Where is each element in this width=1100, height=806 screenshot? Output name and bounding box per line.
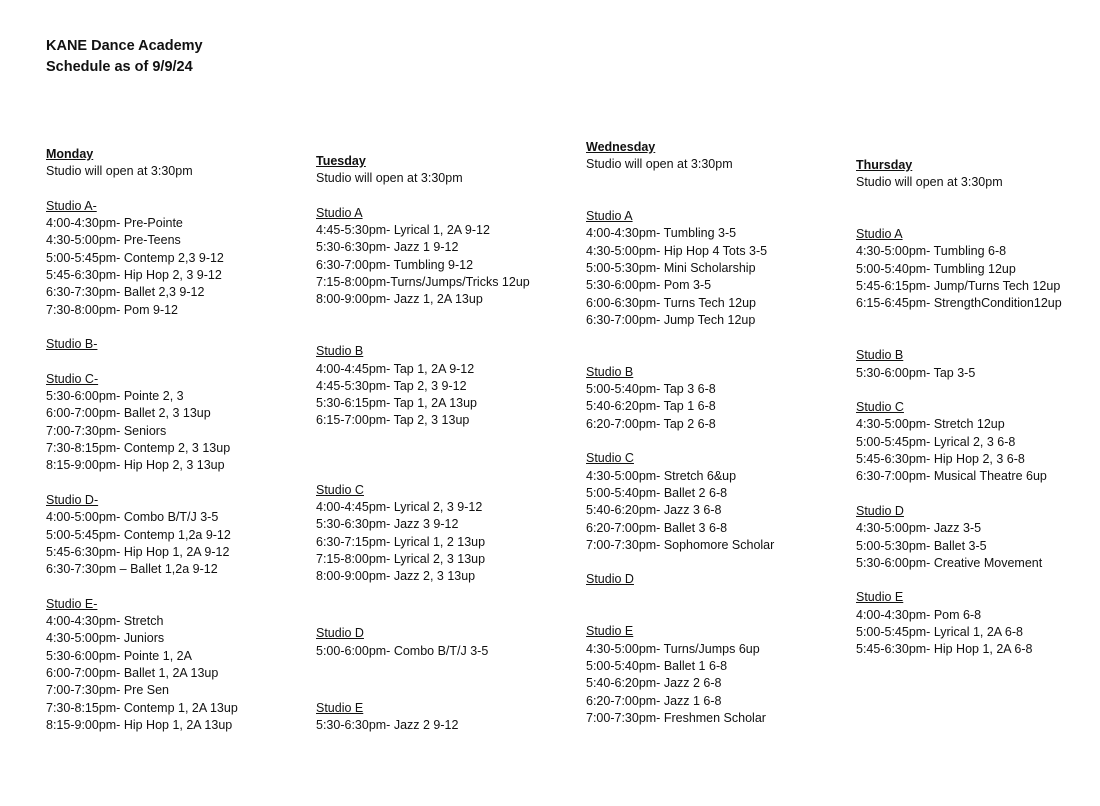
class-entry: 7:00-7:30pm- Pre Sen <box>46 683 169 698</box>
open-time: Studio will open at 3:30pm <box>586 157 733 172</box>
class-entry: 5:30-6:30pm- Jazz 2 9-12 <box>316 718 459 733</box>
class-entry: 6:00-7:00pm- Ballet 2, 3 13up <box>46 406 211 421</box>
studio-heading: Studio D <box>586 572 634 587</box>
class-entry: 4:00-4:45pm- Lyrical 2, 3 9-12 <box>316 499 483 514</box>
class-entry: 8:15-9:00pm- Hip Hop 2, 3 13up <box>46 458 225 473</box>
day-heading: Monday <box>46 147 94 161</box>
open-time: Studio will open at 3:30pm <box>316 171 463 186</box>
class-entry: 6:30-7:00pm- Tumbling 9-12 <box>316 257 474 272</box>
class-entry: 8:00-9:00pm- Jazz 1, 2A 13up <box>316 292 483 307</box>
class-entry: 5:00-5:45pm- Lyrical 1, 2A 6-8 <box>856 625 1023 640</box>
studio-heading: Studio B- <box>46 337 98 352</box>
class-entry: 6:30-7:30pm – Ballet 1,2a 9-12 <box>46 562 218 577</box>
class-entry: 8:00-9:00pm- Jazz 2, 3 13up <box>316 569 476 584</box>
class-entry: 5:40-6:20pm- Tap 1 6-8 <box>586 399 716 414</box>
class-entry: 4:00-4:30pm- Pre-Pointe <box>46 216 183 231</box>
studio-heading: Studio C <box>586 451 634 466</box>
class-entry: 6:30-7:00pm- Jump Tech 12up <box>586 312 756 327</box>
class-entry: 5:45-6:15pm- Jump/Turns Tech 12up <box>856 279 1061 294</box>
class-entry: 7:15-8:00pm- Lyrical 2, 3 13up <box>316 551 486 566</box>
class-entry: 4:30-5:00pm- Tumbling 6-8 <box>856 244 1007 259</box>
open-time: Studio will open at 3:30pm <box>46 164 193 179</box>
studio-heading: Studio B <box>586 364 634 379</box>
class-entry: 6:20-7:00pm- Ballet 3 6-8 <box>586 520 728 535</box>
studio-heading: Studio E <box>586 624 634 639</box>
class-entry: 4:00-4:30pm- Stretch <box>46 614 164 629</box>
class-entry: 5:30-6:00pm- Creative Movement <box>856 555 1043 570</box>
class-entry: 6:15-6:45pm- StrengthCondition12up <box>856 296 1062 311</box>
class-entry: 5:30-6:00pm- Pom 3-5 <box>586 278 712 293</box>
studio-heading: Studio E- <box>46 596 98 611</box>
studio-heading: Studio A- <box>46 198 97 213</box>
class-entry: 5:00-5:40pm- Ballet 1 6-8 <box>586 658 728 673</box>
class-entry: 7:00-7:30pm- Freshmen Scholar <box>586 710 766 725</box>
class-entry: 5:40-6:20pm- Jazz 3 6-8 <box>586 503 722 518</box>
class-entry: 8:15-9:00pm- Hip Hop 1, 2A 13up <box>46 717 233 732</box>
class-entry: 7:30-8:00pm- Pom 9-12 <box>46 302 179 317</box>
studio-heading: Studio A <box>586 209 633 224</box>
class-entry: 5:00-5:45pm- Contemp 1,2a 9-12 <box>46 527 231 542</box>
day-heading: Tuesday <box>316 154 366 168</box>
class-entry: 5:30-6:30pm- Jazz 3 9-12 <box>316 517 459 532</box>
academy-title: KANE Dance Academy <box>46 38 203 54</box>
class-entry: 5:30-6:30pm- Jazz 1 9-12 <box>316 240 459 255</box>
class-entry: 5:00-5:45pm- Contemp 2,3 9-12 <box>46 250 224 265</box>
class-entry: 5:00-5:40pm- Tumbling 12up <box>856 261 1016 276</box>
class-entry: 5:45-6:30pm- Hip Hop 1, 2A 6-8 <box>856 642 1033 657</box>
studio-heading: Studio B <box>856 348 904 363</box>
class-entry: 6:30-7:15pm- Lyrical 1, 2 13up <box>316 534 486 549</box>
schedule-date: Schedule as of 9/9/24 <box>46 59 193 75</box>
monday-column <box>46 146 308 734</box>
class-entry: 5:00-5:45pm- Lyrical 2, 3 6-8 <box>856 434 1016 449</box>
class-entry: 6:20-7:00pm- Tap 2 6-8 <box>586 416 716 431</box>
class-entry: 5:00-5:40pm- Ballet 2 6-8 <box>586 485 728 500</box>
studio-heading: Studio D <box>856 503 904 518</box>
class-entry: 4:30-5:00pm- Hip Hop 4 Tots 3-5 <box>586 243 768 258</box>
studio-heading: Studio A <box>856 227 903 242</box>
class-entry: 7:15-8:00pm-Turns/Jumps/Tricks 12up <box>316 275 530 290</box>
class-entry: 5:30-6:00pm- Pointe 2, 3 <box>46 389 184 404</box>
class-entry: 5:40-6:20pm- Jazz 2 6-8 <box>586 676 722 691</box>
class-entry: 6:30-7:30pm- Ballet 2,3 9-12 <box>46 285 205 300</box>
class-entry: 4:30-5:00pm- Turns/Jumps 6up <box>586 641 760 656</box>
class-entry: 5:00-5:40pm- Tap 3 6-8 <box>586 382 716 397</box>
class-entry: 5:30-6:00pm- Pointe 1, 2A <box>46 648 192 663</box>
class-entry: 4:00-5:00pm- Combo B/T/J 3-5 <box>46 510 219 525</box>
class-entry: 4:45-5:30pm- Lyrical 1, 2A 9-12 <box>316 223 490 238</box>
class-entry: 5:45-6:30pm- Hip Hop 2, 3 9-12 <box>46 268 222 283</box>
document-header <box>46 36 203 78</box>
class-entry: 7:30-8:15pm- Contemp 2, 3 13up <box>46 441 231 456</box>
class-entry: 5:30-6:15pm- Tap 1, 2A 13up <box>316 396 477 411</box>
class-entry: 4:00-4:45pm- Tap 1, 2A 9-12 <box>316 361 475 376</box>
class-entry: 4:30-5:00pm- Jazz 3-5 <box>856 521 982 536</box>
open-time: Studio will open at 3:30pm <box>856 175 1003 190</box>
class-entry: 5:45-6:30pm- Hip Hop 1, 2A 9-12 <box>46 544 230 559</box>
class-entry: 6:20-7:00pm- Jazz 1 6-8 <box>586 693 722 708</box>
day-heading: Wednesday <box>586 140 656 154</box>
studio-heading: Studio C <box>856 400 904 415</box>
wednesday-column <box>586 139 848 727</box>
class-entry: 4:00-4:30pm- Pom 6-8 <box>856 607 982 622</box>
class-entry: 4:30-5:00pm- Juniors <box>46 631 165 646</box>
class-entry: 4:45-5:30pm- Tap 2, 3 9-12 <box>316 378 467 393</box>
class-entry: 7:00-7:30pm- Seniors <box>46 423 167 438</box>
day-heading: Thursday <box>856 158 913 172</box>
class-entry: 4:30-5:00pm- Stretch 6&up <box>586 468 737 483</box>
class-entry: 5:30-6:00pm- Tap 3-5 <box>856 365 976 380</box>
studio-heading: Studio A <box>316 205 363 220</box>
class-entry: 6:30-7:00pm- Musical Theatre 6up <box>856 469 1047 484</box>
studio-heading: Studio C- <box>46 371 99 386</box>
class-entry: 4:30-5:00pm- Stretch 12up <box>856 417 1005 432</box>
studio-heading: Studio C <box>316 482 364 497</box>
class-entry: 7:30-8:15pm- Contemp 1, 2A 13up <box>46 700 238 715</box>
class-entry: 6:15-7:00pm- Tap 2, 3 13up <box>316 413 470 428</box>
tuesday-column <box>316 153 578 735</box>
class-entry: 5:45-6:30pm- Hip Hop 2, 3 6-8 <box>856 452 1025 467</box>
studio-heading: Studio B <box>316 344 364 359</box>
class-entry: 5:00-6:00pm- Combo B/T/J 3-5 <box>316 643 489 658</box>
class-entry: 7:00-7:30pm- Sophomore Scholar <box>586 537 775 552</box>
studio-heading: Studio E <box>856 590 904 605</box>
thursday-column <box>856 157 1100 659</box>
studio-heading: Studio D- <box>46 492 99 507</box>
class-entry: 4:30-5:00pm- Pre-Teens <box>46 233 181 248</box>
class-entry: 6:00-6:30pm- Turns Tech 12up <box>586 295 757 310</box>
class-entry: 4:00-4:30pm- Tumbling 3-5 <box>586 226 737 241</box>
studio-heading: Studio E <box>316 701 364 716</box>
class-entry: 6:00-7:00pm- Ballet 1, 2A 13up <box>46 665 219 680</box>
class-entry: 5:00-5:30pm- Mini Scholarship <box>586 261 756 276</box>
studio-heading: Studio D <box>316 626 364 641</box>
class-entry: 5:00-5:30pm- Ballet 3-5 <box>856 538 987 553</box>
